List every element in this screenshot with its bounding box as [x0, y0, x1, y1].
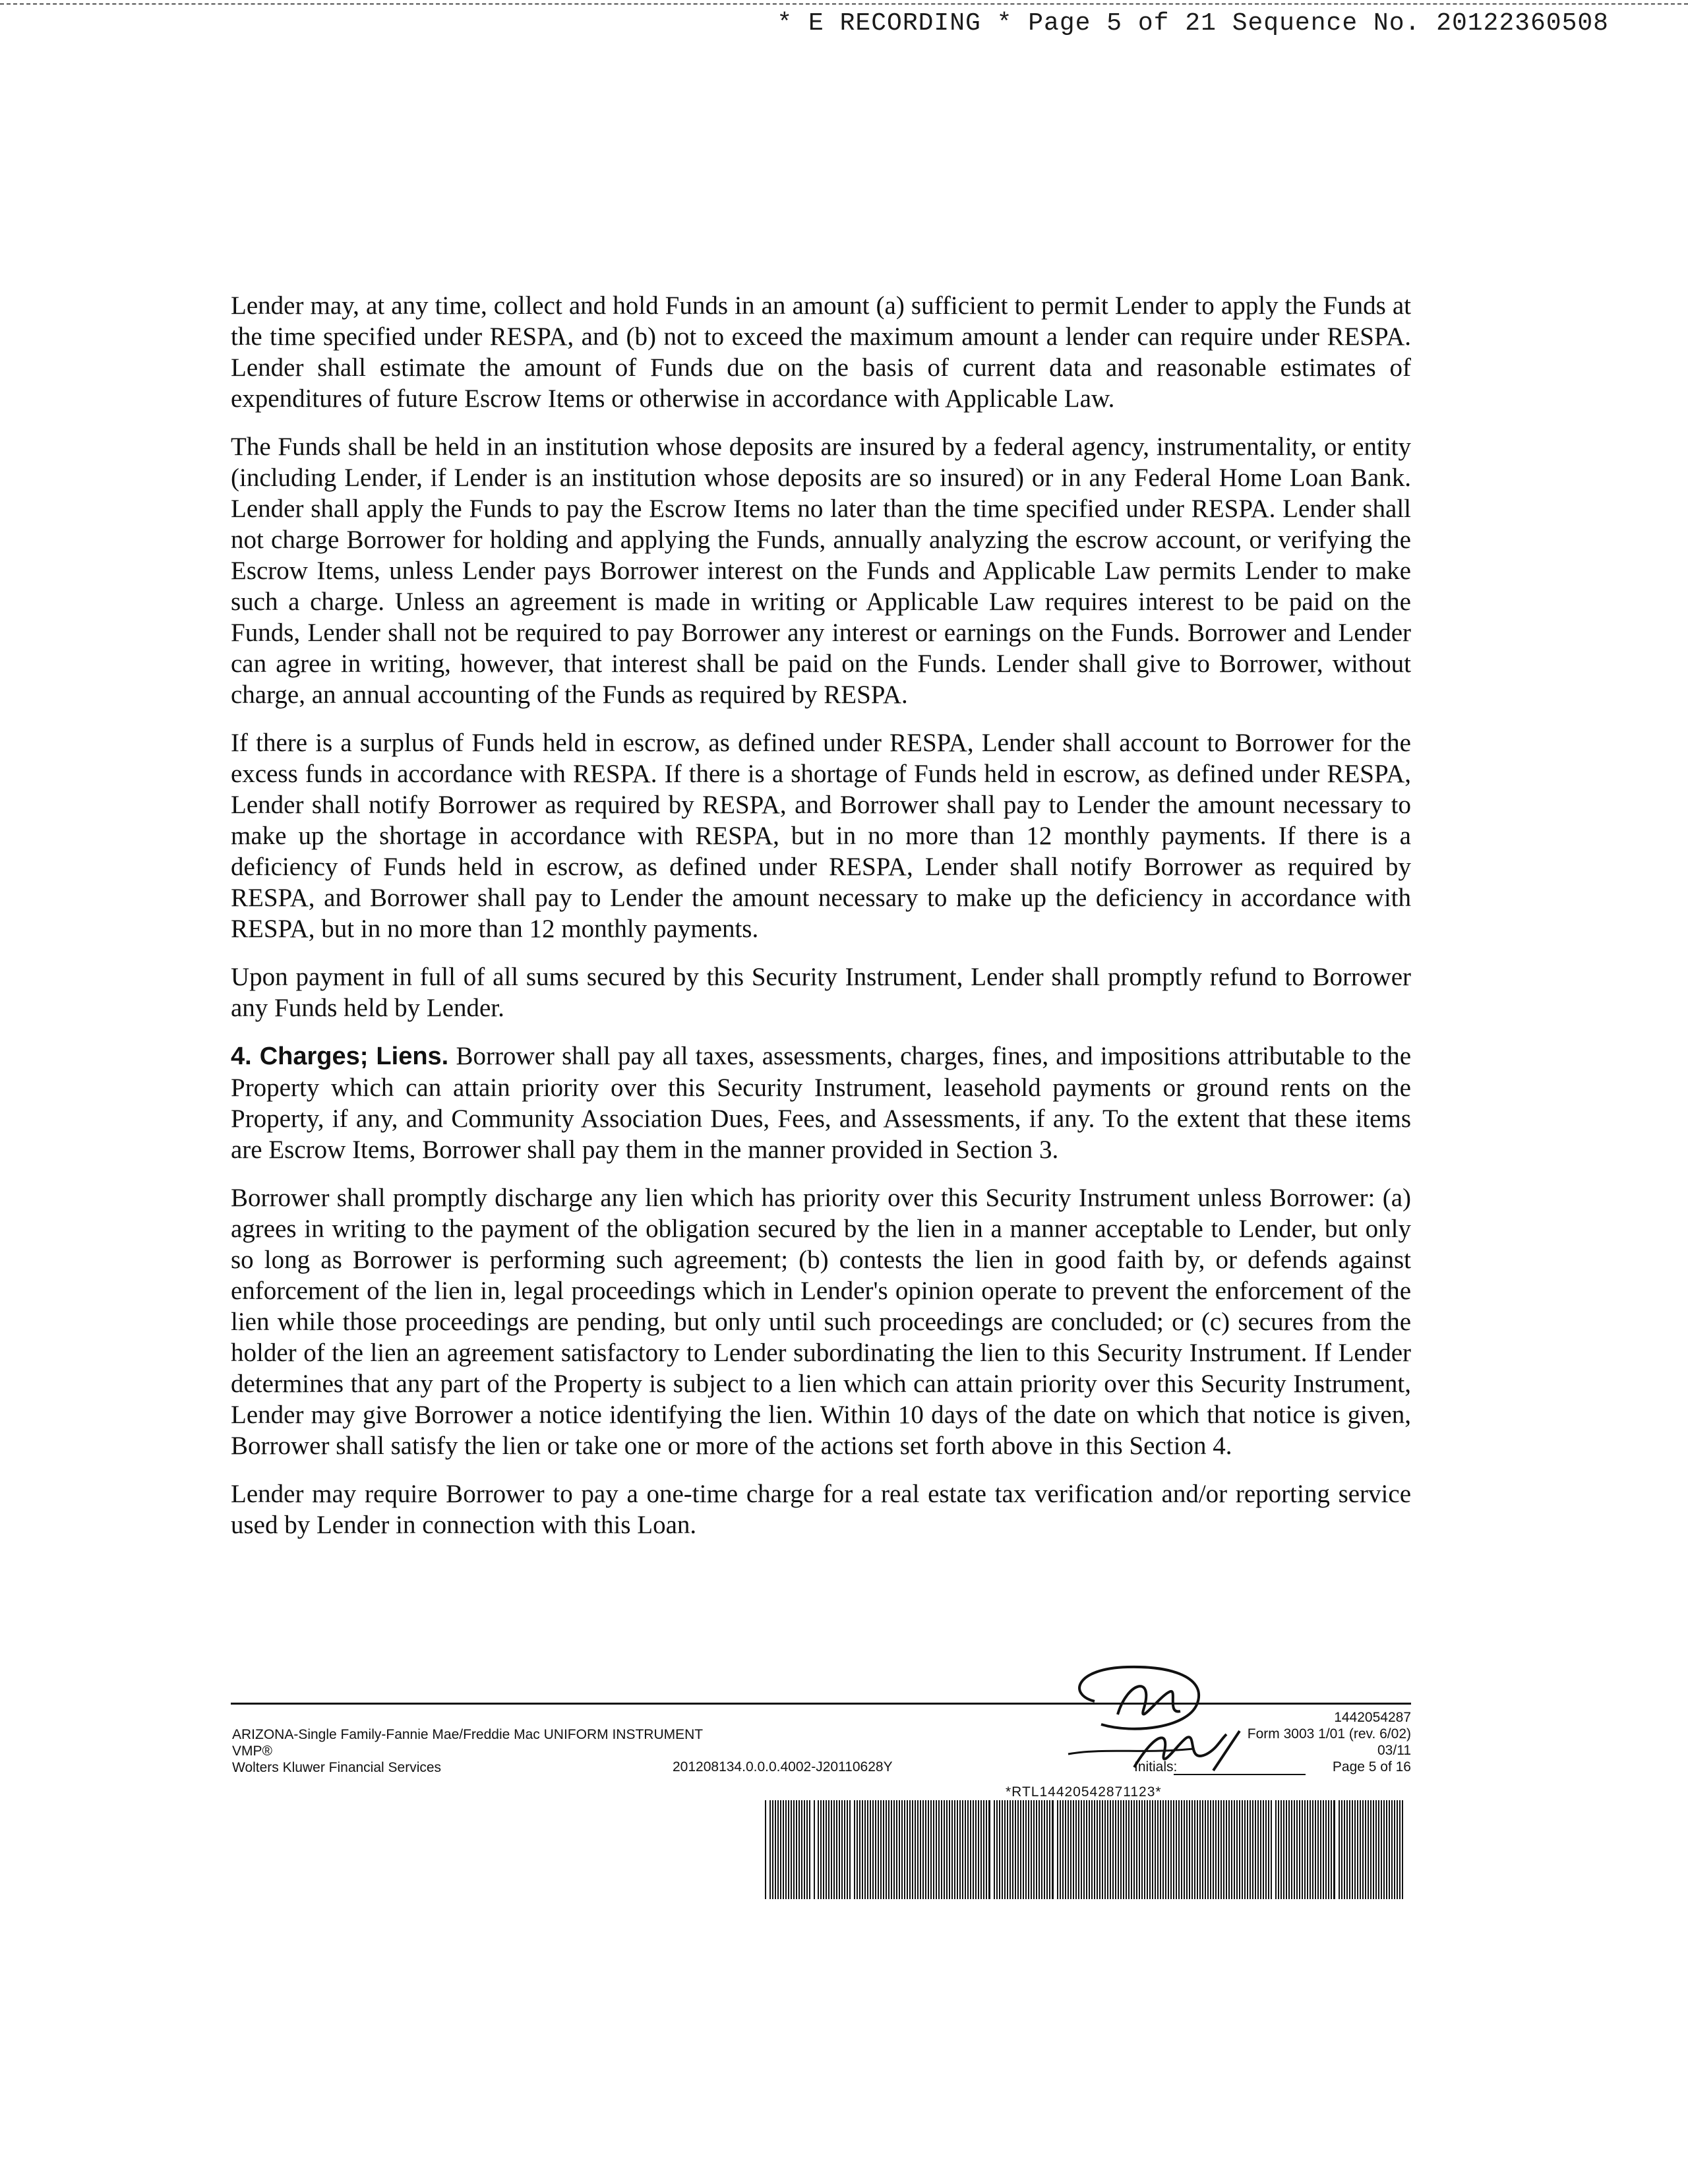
footer-publisher: Wolters Kluwer Financial Services: [232, 1760, 442, 1775]
initials-signature-icon: [1055, 1655, 1253, 1787]
footer-doc-code: 201208134.0.0.0.4002-J20110628Y: [673, 1759, 893, 1774]
paragraph-funds-held: The Funds shall be held in an institution whose deposits are insured by a federal agency, instrumentality, or entity (including Lender, if Lender is an institution whose deposits are so insured) or in any Federal Home Loan Bank. Lender shall apply the Funds to pay the Escrow Items no later than the time specified under RESPA. Lender shall not charge Borrower for holding and applying the Funds, annually analyzing the escrow account, or verifying the Escrow Items, unless Lender pays Borrower interest on the Funds and Applicable Law permits Lender to make such a charge. Unless an agreement is made in writing or Applicable Law requires interest to be paid on the Funds, Lender shall not be required to pay Borrower any interest or earnings on the Funds. Borrower and Lender can agree in writing, however, that interest shall be paid on the Funds. Lender shall give to Borrower, without charge, an annual accounting of the Funds as required by RESPA.: [231, 433, 1411, 709]
section-4-heading: 4. Charges; Liens.: [231, 1043, 449, 1070]
paragraph-funds-collection: Lender may, at any time, collect and hold Funds in an amount (a) sufficient to permit Lender to apply the Funds at the time specified under RESPA, and (b) not to exceed the maximum amount a lender can require under RESPA. Lender shall estimate the amount of Funds due on the basis of current data and reasonable estimates of expenditures of future Escrow Items or otherwise in accordance with Applicable Law.: [231, 291, 1411, 413]
recording-header: * E RECORDING * Page 5 of 21 Sequence No. 20122360508: [777, 9, 1609, 38]
paragraph-surplus-shortage: If there is a surplus of Funds held in escrow, as defined under RESPA, Lender shall account to Borrower for the excess funds in accordance with RESPA. If there is a shortage of Funds held in escrow, as defined under RESPA, Lender shall notify Borrower as required by RESPA, and Borrower shall pay to Lender the amount necessary to make up the shortage in accordance with RESPA, but in no more than 12 monthly payments. If there is a deficiency of Funds held in escrow, as defined under RESPA, Lender shall notify Borrower as required by RESPA, and Borrower shall pay to Lender the amount necessary to make up the deficiency in accordance with RESPA, but in no more than 12 monthly payments.: [231, 729, 1411, 943]
section-4-text: Borrower shall pay all taxes, assessments, charges, fines, and impositions attributable to the Property which can attain priority over this Security Instrument, leasehold payments or ground rents on the Property, if any, and Community Association Dues, Fees, and Assessments, if any. To the extent that these items are Escrow Items, Borrower shall pay them in the manner provided in Section 3.: [231, 1042, 1411, 1164]
footer-left-block: [232, 1726, 703, 1776]
barcode-text: *RTL14420542871123*: [1006, 1784, 1162, 1800]
footer-instrument: ARIZONA-Single Family-Fannie Mae/Freddie Mac UNIFORM INSTRUMENT: [232, 1727, 704, 1742]
top-scan-rule: [0, 0, 1688, 5]
barcode-icon: [765, 1800, 1408, 1899]
paragraph-refund: Upon payment in full of all sums secured by this Security Instrument, Lender shall promptly refund to Borrower any Funds held by Lender.: [231, 963, 1411, 1022]
footer-vmp: VMP®: [232, 1744, 272, 1759]
footer-form-number: Form 3003 1/01 (rev. 6/02): [1247, 1726, 1411, 1742]
initials-label: Initials:: [1134, 1759, 1178, 1774]
footer-date: 03/11: [1377, 1743, 1411, 1758]
paragraph-tax-verification: Lender may require Borrower to pay a one-time charge for a real estate tax verification and/or reporting service used by Lender in connection with this Loan.: [231, 1480, 1411, 1539]
footer-page-number: Page 5 of 16: [1332, 1759, 1411, 1774]
footer-loan-number: 1442054287: [1334, 1710, 1411, 1725]
paragraph-lien-discharge: Borrower shall promptly discharge any lien which has priority over this Security Instrument unless Borrower: (a) agrees in writing to the payment of the obligation secured by the lien in a manner acceptable to Lender, but only so long as Borrower is performing such agreement; (b) contests the lien in good faith by, or defends against enforcement of the lien in, legal proceedings which in Lender's opinion operate to prevent the enforcement of the lien while those proceedings are pending, but only until such proceedings are concluded; or (c) secures from the holder of the lien an agreement satisfactory to Lender subordinating the lien to this Security Instrument. If Lender determines that any part of the Property is subject to a lien which can attain priority over this Security Instrument, Lender may give Borrower a notice identifying the lien. Within 10 days of the date on which that notice is given, Borrower shall satisfy the lien or take one or more of the actions set forth above in this Section 4.: [231, 1184, 1411, 1460]
document-body: [231, 290, 1411, 1558]
section-4: [231, 1041, 1411, 1165]
